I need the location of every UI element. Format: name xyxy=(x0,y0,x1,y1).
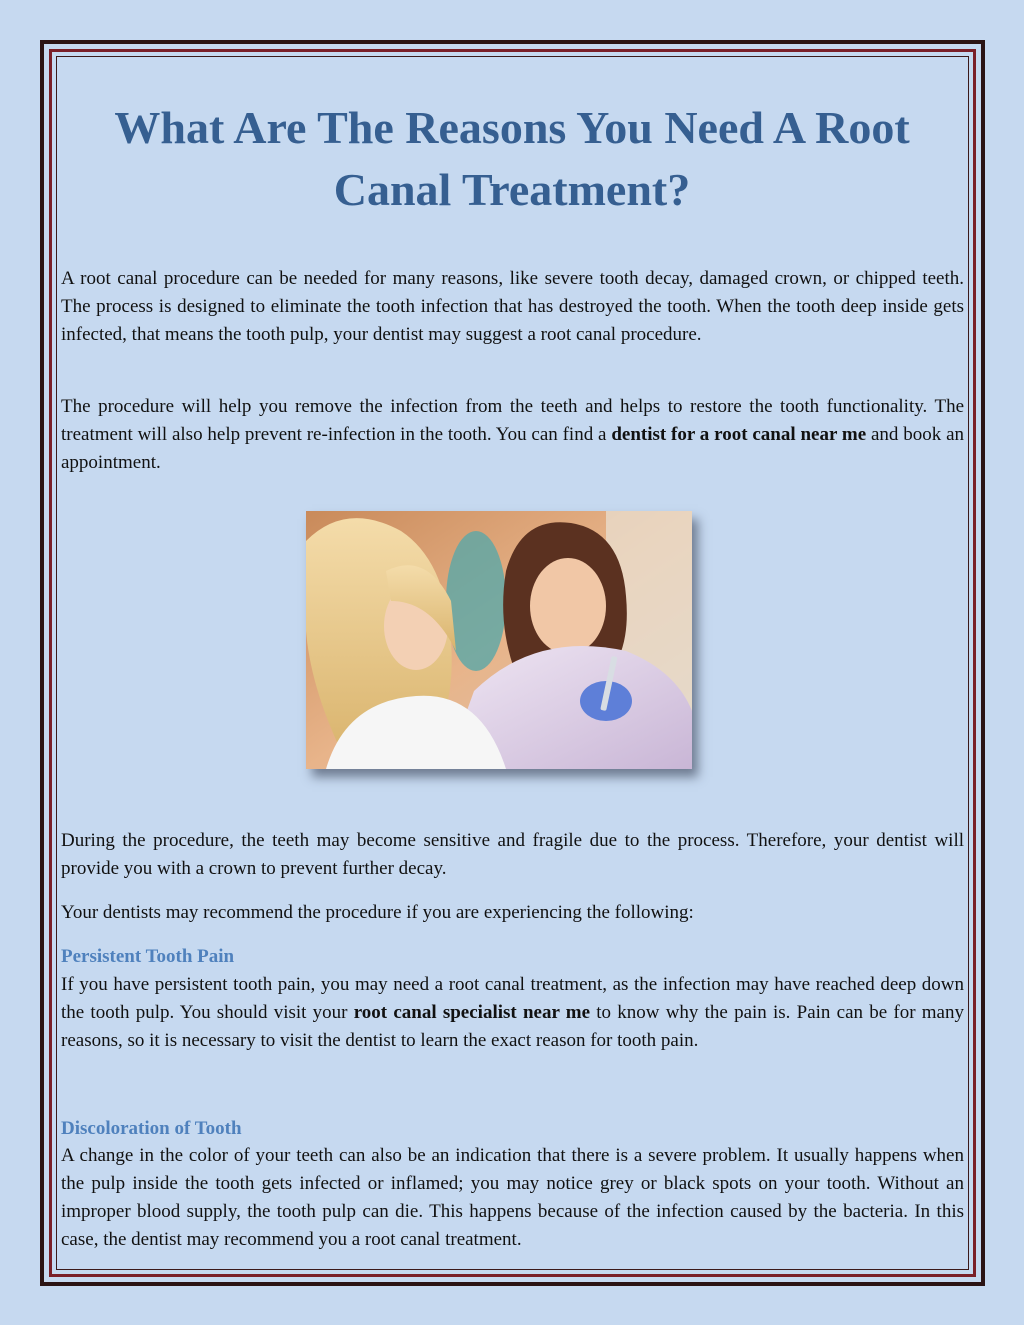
pain-text-start: If you have persistent tooth pain, you may need a root canal treatment, as the infection may have reached deep down the tooth pulp. You should visit your xyxy=(61,974,964,1023)
dentist-patient-photo xyxy=(306,511,692,769)
recommend-paragraph: Your dentists may recommend the procedure if you are experiencing the following: xyxy=(61,902,694,923)
discoloration-heading: Discoloration of Tooth xyxy=(61,1118,242,1139)
procedure-text-end: and book an appointment. xyxy=(61,424,965,473)
sensitivity-paragraph: During the procedure, the teeth may become sensitive and fragile due to the process. Therefore, your dentist will provide you with a crown to prevent further decay. xyxy=(61,830,964,879)
dentist-near-me-link-text: dentist for a root canal near me xyxy=(611,424,867,445)
procedure-paragraph xyxy=(61,393,964,477)
page-title: What Are The Reasons You Need A Root Canal Treatment? xyxy=(114,102,910,215)
pain-text-end: to know why the pain is. Pain can be for many reasons, so it is necessary to visit the dentist to learn the exact reason for tooth pain. xyxy=(61,1002,964,1051)
specialist-near-me-link-text: root canal specialist near me xyxy=(353,1002,591,1023)
persistent-pain-heading: Persistent Tooth Pain xyxy=(61,946,235,967)
persistent-pain-paragraph xyxy=(61,971,964,1055)
intro-paragraph: A root canal procedure can be needed for many reasons, like severe tooth decay, damaged crown, or chipped teeth. The process is designed to eliminate the tooth infection that has destroyed the tooth. When the tooth deep inside gets infected, that means the tooth pulp, your dentist may suggest a root canal procedure. xyxy=(61,268,964,345)
procedure-text-start: The procedure will help you remove the infection from the teeth and helps to restore the tooth functionality. The treatment will also help prevent re-infection in the tooth. You can find a xyxy=(61,396,964,445)
discoloration-paragraph: A change in the color of your teeth can also be an indication that there is a severe problem. It usually happens when the pulp inside the tooth gets infected or inflamed; you may notice grey or black spots on your tooth. Without an improper blood supply, the tooth pulp can die. This happens because of the infection caused by the bacteria. In this case, the dentist may recommend you a root canal treatment. xyxy=(61,1145,964,1250)
